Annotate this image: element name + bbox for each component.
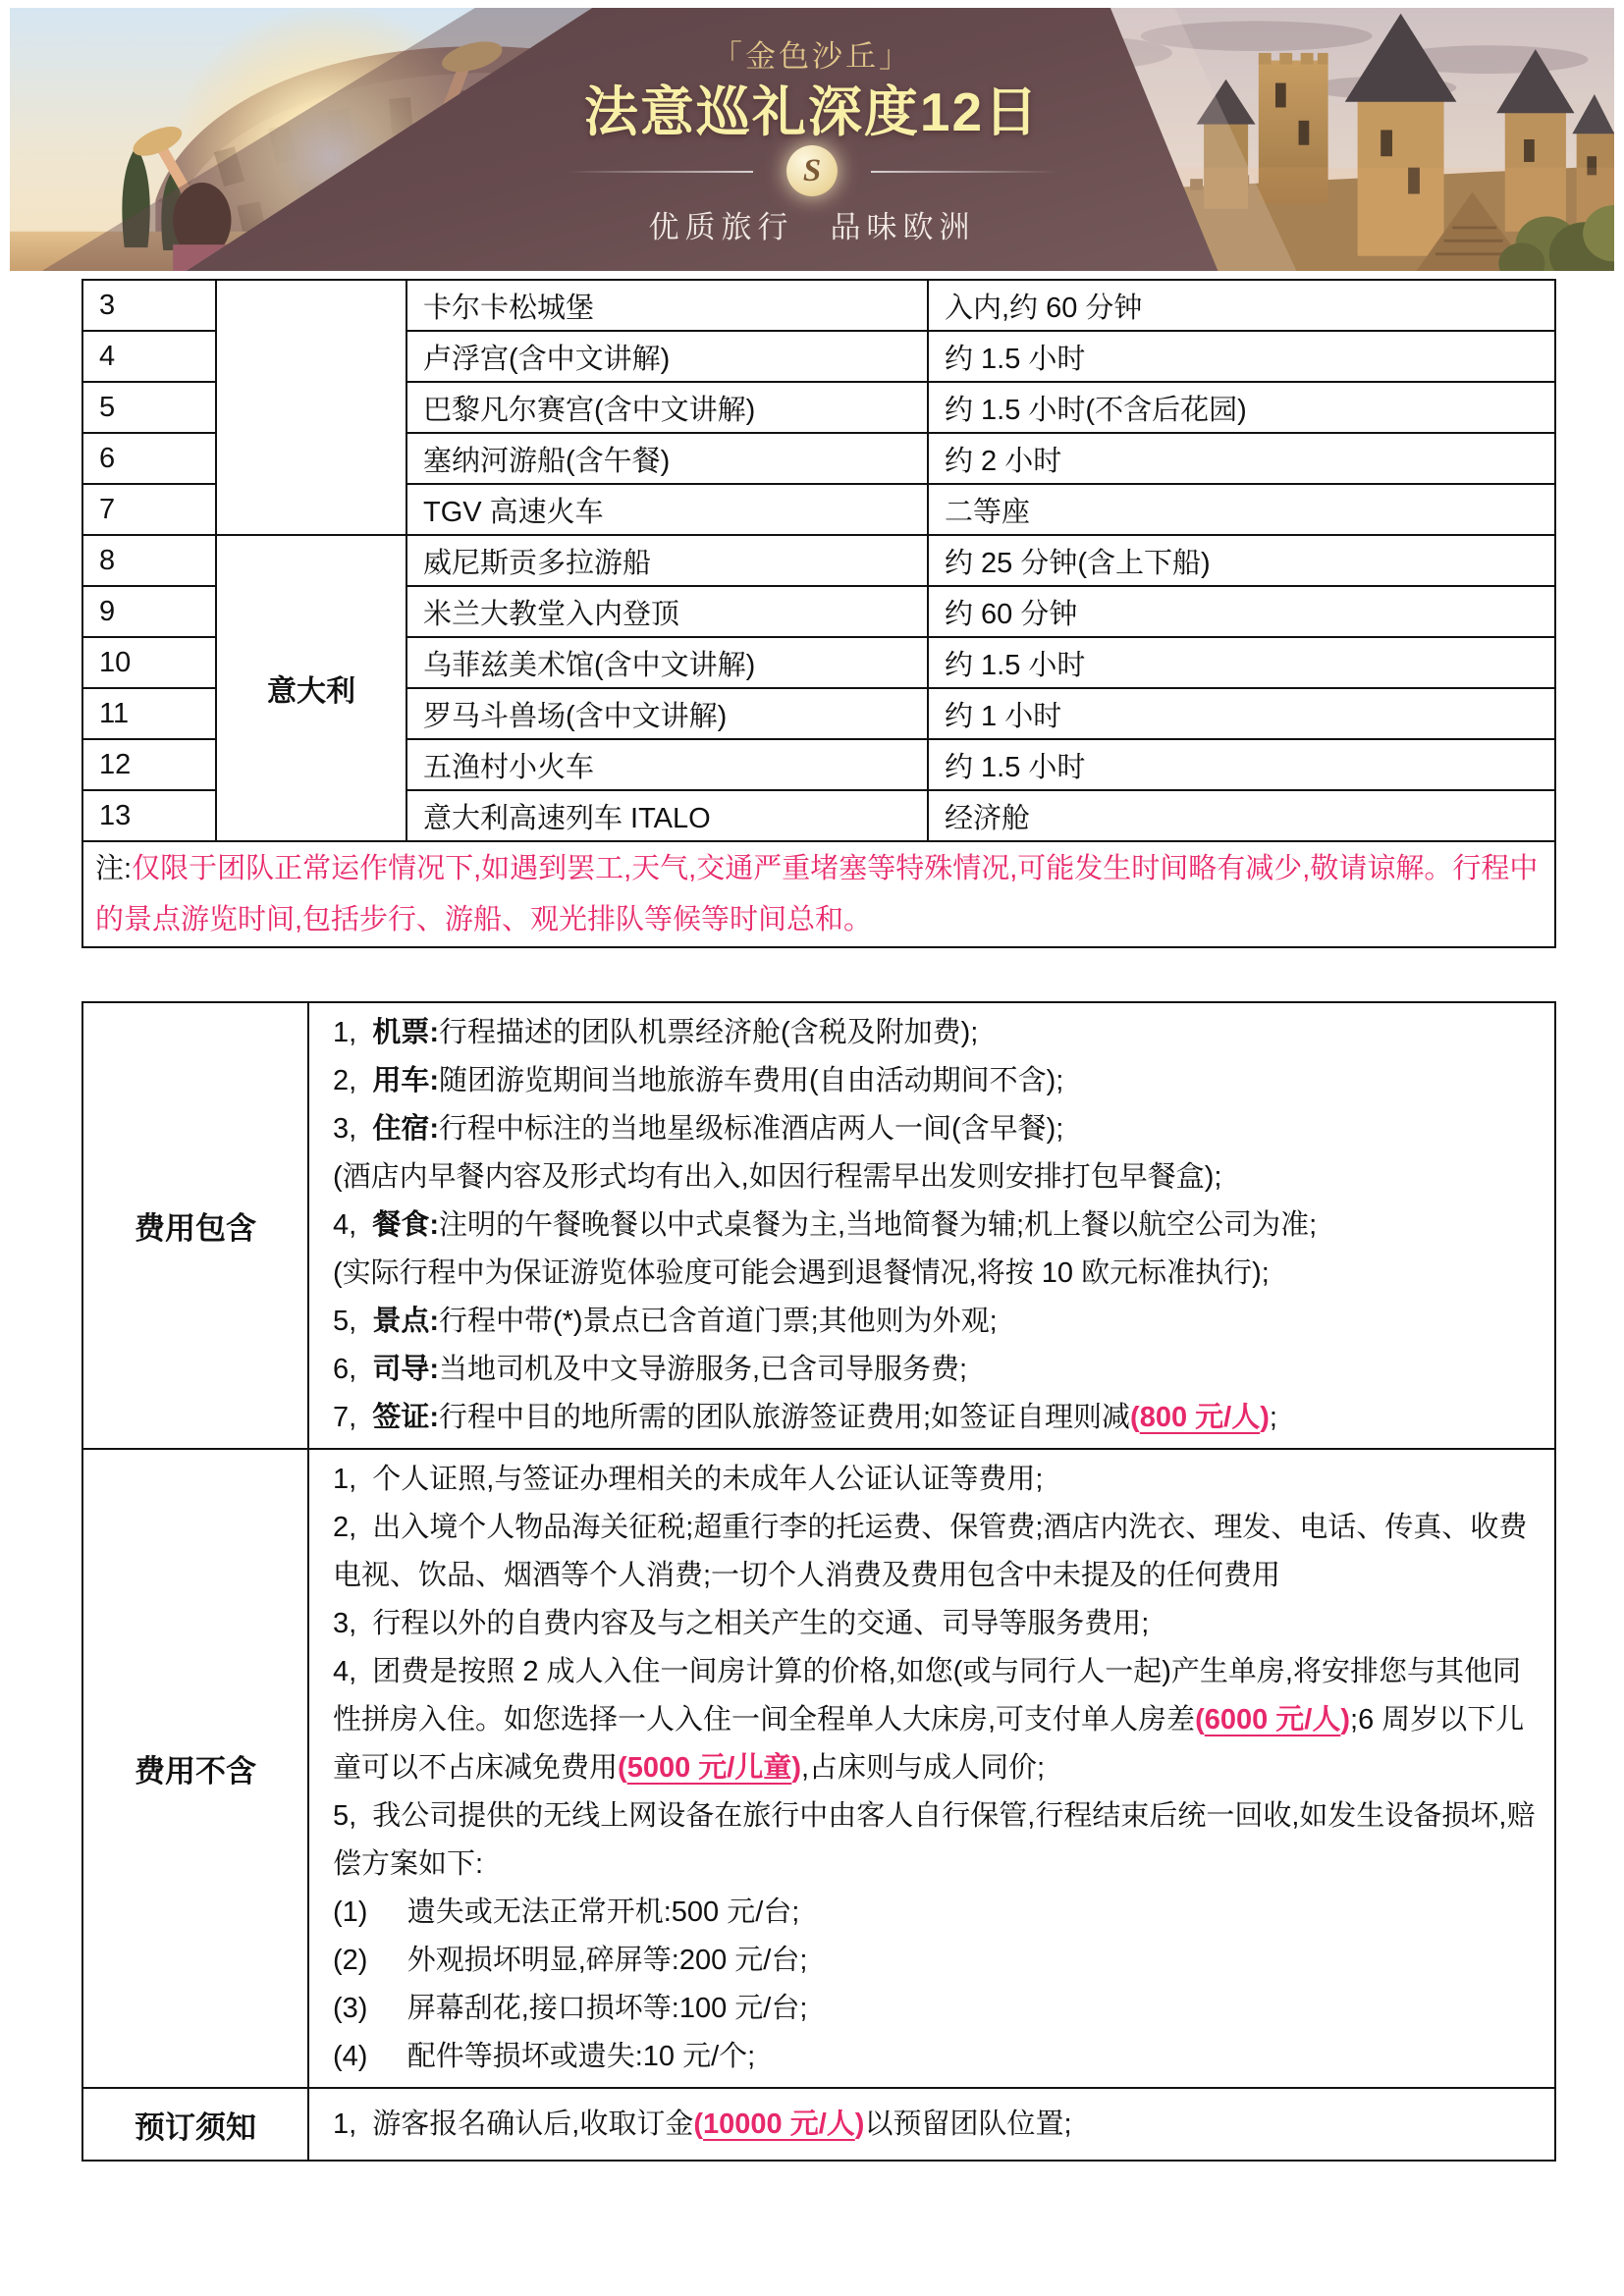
duration-cell: 约 1.5 小时	[928, 637, 1555, 688]
day-number-cell: 10	[82, 637, 216, 688]
day-number-cell: 8	[82, 535, 216, 586]
text-segment: )	[1340, 1704, 1351, 1735]
logo-divider-right	[871, 171, 1057, 173]
text-segment: )	[854, 2108, 865, 2140]
fee-line	[333, 1105, 1537, 1153]
brand-logo-icon: S	[786, 145, 838, 196]
text-segment: 5, 我公司提供的无线上网设备在旅行中由客人自行保管,行程结束后统一回收,如发生设备损坏,赔偿方案如下:	[333, 1800, 1536, 1880]
fee-line	[333, 1792, 1537, 1889]
fees-booking-label: 预订须知	[82, 2088, 308, 2161]
duration-cell: 约 1 小时	[928, 688, 1555, 739]
note-prefix: 注:	[95, 853, 133, 884]
text-segment: 5,	[333, 1306, 373, 1337]
fee-line	[333, 1009, 1537, 1057]
day-number-cell: 11	[82, 688, 216, 739]
attraction-cell: 意大利高速列车 ITALO	[406, 790, 928, 841]
attraction-cell: TGV 高速火车	[406, 484, 928, 535]
attraction-cell: 五渔村小火车	[406, 739, 928, 790]
text-segment: 以预留团队位置;	[864, 2108, 1072, 2140]
text-segment: 2,	[333, 1065, 373, 1096]
text-segment: 行程中标注的当地星级标准酒店两人一间(含早餐);	[438, 1113, 1064, 1145]
country-cell: 意大利	[216, 535, 406, 841]
text-segment: 3,	[333, 1113, 373, 1145]
duration-cell: 二等座	[928, 484, 1555, 535]
itinerary-row	[82, 280, 1555, 331]
itinerary-note-cell	[82, 841, 1555, 947]
text-segment: (	[618, 1752, 627, 1784]
attraction-cell: 威尼斯贡多拉游船	[406, 535, 928, 586]
fee-line	[333, 1985, 1537, 2033]
text-segment: (	[693, 2108, 704, 2140]
hero-banner	[10, 8, 1614, 271]
text-segment: 800 元/人	[1139, 1402, 1261, 1433]
text-segment: 餐食:	[372, 1209, 439, 1241]
duration-cell: 约 25 分钟(含上下船)	[928, 535, 1555, 586]
itinerary-row	[82, 535, 1555, 586]
text-segment: 7,	[333, 1402, 373, 1433]
fee-line	[333, 1394, 1537, 1442]
logo-divider-left	[567, 171, 753, 173]
fees-excluded-label: 费用不含	[82, 1449, 308, 2088]
attraction-cell: 塞纳河游船(含午餐)	[406, 433, 928, 484]
text-segment: 2, 出入境个人物品海关征税;超重行李的托运费、保管费;酒店内洗衣、理发、电话、传真、收费电视、饮品、烟酒等个人消费;一切个人消费及费用包含中未提及的任何费用	[333, 1512, 1528, 1591]
itinerary-note-row	[82, 841, 1555, 947]
fee-line	[333, 1648, 1537, 1792]
text-segment: 1, 游客报名确认后,收取订金	[333, 2108, 694, 2140]
fee-line	[333, 2101, 1537, 2149]
day-number-cell: 9	[82, 586, 216, 637]
text-segment: 10000 元/人	[703, 2108, 855, 2140]
text-segment: 机票:	[372, 1017, 439, 1048]
day-number-cell: 13	[82, 790, 216, 841]
duration-cell: 约 1.5 小时	[928, 331, 1555, 382]
text-segment: 4,	[333, 1209, 373, 1241]
fees-booking-content	[308, 2088, 1555, 2161]
text-segment: (	[1195, 1704, 1205, 1735]
attraction-cell: 卡尔卡松城堡	[406, 280, 928, 331]
text-segment: 3, 行程以外的自费内容及与之相关产生的交通、司导等服务费用;	[333, 1608, 1150, 1639]
text-segment: 1,	[333, 1017, 373, 1048]
fee-line	[333, 1250, 1537, 1298]
fee-line	[333, 2033, 1537, 2081]
itinerary-table	[81, 279, 1556, 948]
text-segment: (实际行程中为保证游览体验度可能会遇到退餐情况,将按 10 欧元标准执行);	[333, 1257, 1270, 1289]
day-number-cell: 7	[82, 484, 216, 535]
day-number-cell: 3	[82, 280, 216, 331]
text-segment: )	[791, 1752, 801, 1784]
attraction-cell: 罗马斗兽场(含中文讲解)	[406, 688, 928, 739]
text-segment: 签证:	[372, 1402, 439, 1433]
text-segment: )	[1260, 1402, 1270, 1433]
text-segment: 随团游览期间当地旅游车费用(自由活动期间不含);	[438, 1065, 1064, 1096]
duration-cell: 经济舱	[928, 790, 1555, 841]
fees-row-included	[82, 1002, 1555, 1449]
text-segment: (4) 配件等损坏或遗失:10 元/个;	[333, 2041, 756, 2072]
text-segment: 6000 元/人	[1204, 1704, 1341, 1735]
brand-name: 「金色沙丘」	[712, 39, 912, 74]
text-segment: 行程中目的地所需的团队旅游签证费用;如签证自理则减	[438, 1402, 1131, 1433]
text-segment: 5000 元/儿童	[626, 1752, 792, 1784]
text-segment: (3) 屏幕刮花,接口损坏等:100 元/台;	[333, 1993, 808, 2024]
text-segment: 1, 个人证照,与签证办理相关的未成年人公证认证等费用;	[333, 1464, 1044, 1495]
day-number-cell: 6	[82, 433, 216, 484]
text-segment: ,占床则与成人同价;	[801, 1752, 1046, 1784]
attraction-cell: 卢浮宫(含中文讲解)	[406, 331, 928, 382]
text-segment: 6,	[333, 1354, 373, 1385]
country-cell-empty	[216, 280, 406, 535]
fees-included-content	[308, 1002, 1555, 1449]
text-segment: 行程中带(*)景点已含首道门票;其他则为外观;	[438, 1306, 998, 1337]
text-segment: ;	[1269, 1402, 1277, 1433]
fee-line	[333, 1504, 1537, 1600]
text-segment: 行程描述的团队机票经济舱(含税及附加费);	[438, 1017, 979, 1048]
duration-cell: 约 2 小时	[928, 433, 1555, 484]
fee-line	[333, 1201, 1537, 1250]
fees-row-excluded	[82, 1449, 1555, 2088]
text-segment: ;6 周岁以下儿童可以不占床减免费用	[333, 1704, 1525, 1784]
fee-line	[333, 1346, 1537, 1394]
text-segment: 司导:	[372, 1354, 439, 1385]
duration-cell: 约 1.5 小时	[928, 739, 1555, 790]
attraction-cell: 乌菲兹美术馆(含中文讲解)	[406, 637, 928, 688]
note-text: 仅限于团队正常运作情况下,如遇到罢工,天气,交通严重堵塞等特殊情况,可能发生时间略有减少,敬请谅解。行程中的景点游览时间,包括步行、游船、观光排队等候等时间总和。	[95, 853, 1539, 935]
text-segment: 4, 团费是按照 2 成人入住一间房计算的价格,如您(或与同行人一起)产生单房,将安排您与其他同性拼房入住。如您选择一人入住一间全程单人大床房,可支付单人房差	[333, 1656, 1521, 1735]
fee-line	[333, 1298, 1537, 1346]
fee-line	[333, 1889, 1537, 1937]
hero-tagline: 优质旅行 品味欧洲	[648, 210, 976, 244]
text-segment: 用车:	[372, 1065, 439, 1096]
text-segment: (1) 遗失或无法正常开机:500 元/台;	[333, 1896, 800, 1928]
fee-line	[333, 1937, 1537, 1985]
fees-table	[81, 1001, 1556, 2162]
fee-line	[333, 1153, 1537, 1201]
fee-line	[333, 1057, 1537, 1105]
day-number-cell: 12	[82, 739, 216, 790]
text-segment: (	[1130, 1402, 1140, 1433]
fee-line	[333, 1456, 1537, 1504]
text-segment: 景点:	[372, 1306, 439, 1337]
fees-included-label: 费用包含	[82, 1002, 308, 1449]
text-segment: 注明的午餐晚餐以中式桌餐为主,当地简餐为辅;机上餐以航空公司为准;	[438, 1209, 1318, 1241]
duration-cell: 约 60 分钟	[928, 586, 1555, 637]
tour-title: 法意巡礼深度12日	[583, 81, 1041, 142]
fees-excluded-content	[308, 1449, 1555, 2088]
day-number-cell: 4	[82, 331, 216, 382]
fees-row-booking	[82, 2088, 1555, 2161]
text-segment: 住宿:	[372, 1113, 439, 1145]
fee-line	[333, 1600, 1537, 1648]
text-segment: (2) 外观损坏明显,碎屏等:200 元/台;	[333, 1945, 808, 1976]
text-segment: (酒店内早餐内容及形式均有出入,如因行程需早出发则安排打包早餐盒);	[333, 1161, 1222, 1193]
day-number-cell: 5	[82, 382, 216, 433]
text-segment: 当地司机及中文导游服务,已含司导服务费;	[438, 1354, 968, 1385]
attraction-cell: 米兰大教堂入内登顶	[406, 586, 928, 637]
attraction-cell: 巴黎凡尔赛宫(含中文讲解)	[406, 382, 928, 433]
duration-cell: 约 1.5 小时(不含后花园)	[928, 382, 1555, 433]
duration-cell: 入内,约 60 分钟	[928, 280, 1555, 331]
